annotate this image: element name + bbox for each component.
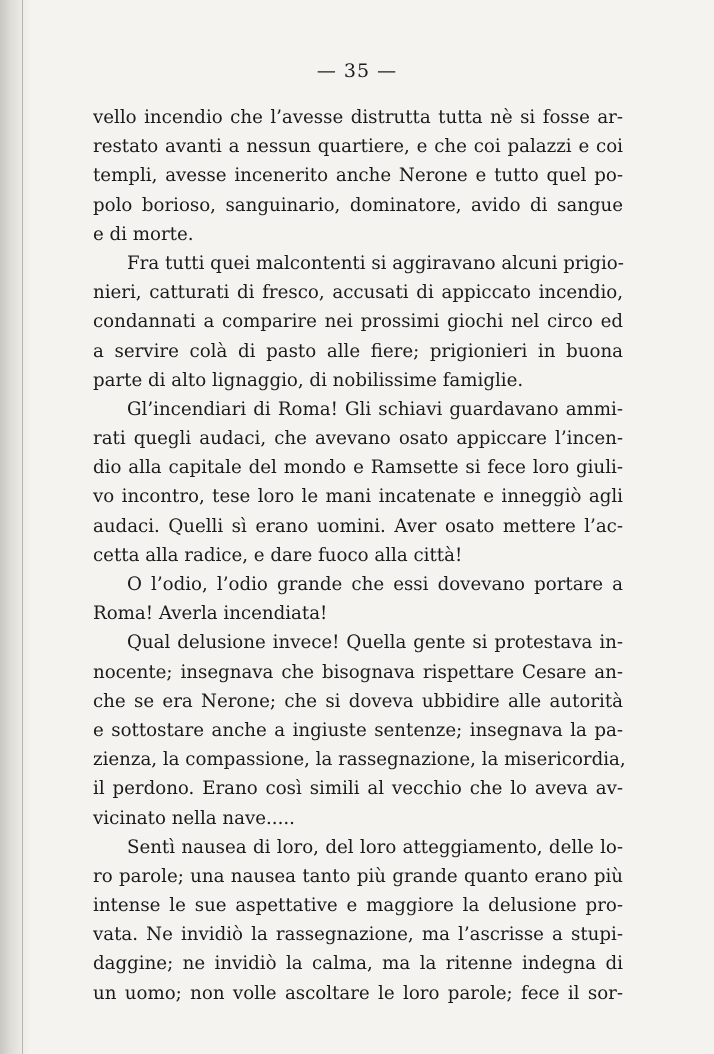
text-line: Roma! Averla incendiata! [93,603,328,625]
page-number: — 35 — [316,60,398,82]
text-line: il perdono. Erano così simili al vecchio che lo aveva av- [93,778,623,800]
text-line: parte di alto lignaggio, di nobilissime famiglie. [93,369,524,391]
text-line: un uomo; non volle ascoltare le loro parole; fece il sor- [93,982,623,1004]
text-line: intense le sue aspettative e maggiore la delusione pro- [93,895,623,917]
text-line: ro parole; una nausea tanto più grande quanto erano più [93,865,623,887]
text-line: O l’odio, l’odio grande che essi dovevano portare a [127,574,623,595]
text-line: vicinato nella nave..... [93,807,295,829]
body-text [93,103,626,1008]
text-line: e sottostare anche a ingiuste sentenze; insegnava la pa- [93,719,623,741]
text-line: condannati a comparire nei prossimi giochi nel circo ed [93,311,623,333]
text-line: e di morte. [93,223,194,245]
text-line: nocente; insegnava che bisognava rispettare Cesare an- [93,661,623,683]
text-line: templi, avesse incenerito anche Nerone e tutto quel po- [93,165,623,187]
text-line: cetta alla radice, e dare fuoco alla città! [93,544,463,566]
text-line: Sentì nausea di loro, del loro atteggiamento, delle lo- [127,836,623,858]
text-line: dio alla capitale del mondo e Ramsette si fece loro giuli- [93,457,623,479]
text-line: Qual delusione invece! Quella gente si protestava in- [127,632,623,654]
text-line: polo borioso, sanguinario, dominatore, avido di sangue [93,194,623,216]
text-line: vata. Ne invidiò la rassegnazione, ma l’ascrisse a stupi- [93,924,623,946]
text-line: che se era Nerone; che si doveva ubbidire alle autorità [93,690,623,712]
text-line: daggine; ne invidiò la calma, ma la ritenne indegna di [93,953,623,975]
text-line: rati quegli audaci, che avevano osato appiccare l’incen- [93,428,623,450]
text-line: vello incendio che l’avesse distrutta tutta nè si fosse ar- [93,107,623,128]
text-line: Gl’incendiari di Roma! Gli schiavi guardavano ammi- [127,398,623,420]
text-line: a servire colà di pasto alle fiere; prigionieri in buona [93,340,623,362]
text-line: audaci. Quelli sì erano uomini. Aver osato mettere l’ac- [93,515,623,537]
text-line: vo incontro, tese loro le mani incatenate e inneggiò agli [93,486,623,508]
page-binding-edge [0,0,30,1054]
text-line: zienza, la compassione, la rassegnazione, la misericordia, [93,749,626,771]
text-line: nieri, catturati di fresco, accusati di appiccato incendio, [93,282,623,304]
text-line: Fra tutti quei malcontenti si aggiravano alcuni prigio- [127,252,624,274]
text-line: restato avanti a nessun quartiere, e che coi palazzi e coi [93,136,623,158]
